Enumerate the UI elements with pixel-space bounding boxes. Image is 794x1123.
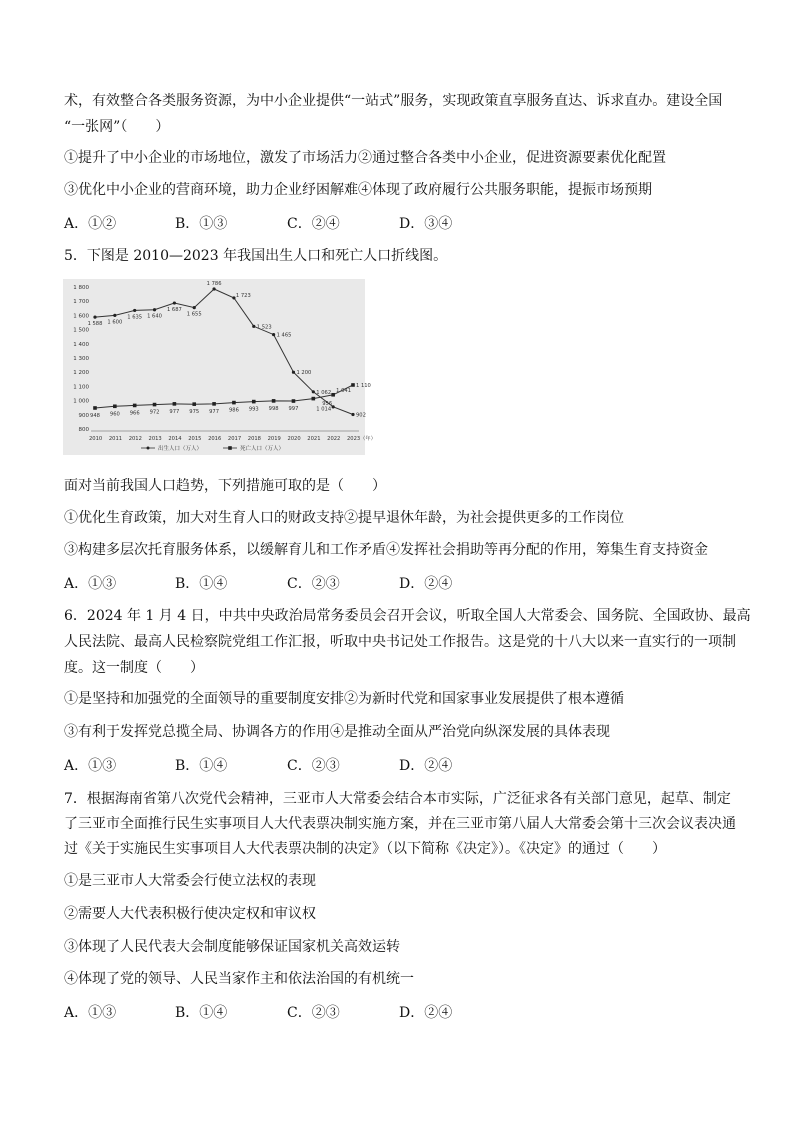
birth-value-label: 902 [356, 412, 366, 419]
death-value-label: 966 [129, 410, 140, 417]
legend-births-marker [147, 447, 150, 450]
q7-item-4: ④体现了党的领导、人民当家作主和依法治国的有机统一 [64, 971, 414, 987]
legend-deaths-label: 死亡人口（万人） [240, 446, 285, 452]
death-point [93, 406, 97, 410]
x-tick-label: 2023（年） [347, 436, 376, 442]
q7-item-1: ①是三亚市人大常委会行使立法权的表现 [64, 873, 316, 889]
death-value-label: 977 [209, 408, 220, 415]
birth-value-label: 1 723 [235, 292, 251, 299]
death-value-label: 975 [189, 409, 200, 416]
q6-stem-line2: 人民法院、最高人民检察院党组工作汇报，听取中央书记处工作报告。这是党的十八大以来一直实行的一项制 [64, 634, 736, 650]
x-tick-label: 2011 [108, 436, 123, 442]
y-tick-label: 900 [78, 412, 89, 419]
q7-stem-line1: 7．根据海南省第八次党代会精神，三亚市人大常委会结合本市实际，广泛征求各有关部门意见，起草、制定 [64, 791, 731, 807]
x-tick-label: 2018 [247, 436, 261, 442]
death-point [212, 402, 216, 406]
q4-stem-line2: “一张网”（ ） [64, 119, 170, 135]
x-tick-label: 2010 [89, 436, 103, 442]
death-value-label: 998 [268, 405, 279, 412]
birth-value-label: 1 523 [256, 324, 272, 331]
q7-option-a[interactable]: A．①③ [64, 1005, 117, 1021]
death-point [133, 404, 137, 408]
death-value-label: 993 [248, 406, 259, 413]
q4-option-c[interactable]: C．②④ [287, 216, 340, 232]
q7-option-d[interactable]: D．②④ [399, 1005, 453, 1021]
q5-stem: 5．下图是 2010—2023 年我国出生人口和死亡人口折线图。 [64, 248, 448, 264]
q5-option-a[interactable]: A．①③ [64, 576, 117, 592]
q6-stem-line1: 6．2024 年 1 月 4 日，中共中央政治局常务委员会召开会议，听取全国人大常委会、国务院、全国政协、最高 [64, 608, 751, 624]
death-point [153, 403, 157, 407]
q7-option-c[interactable]: C．②③ [287, 1005, 340, 1021]
birth-point [272, 333, 275, 336]
birth-point [351, 413, 354, 416]
q6-item-line2: ③有利于发挥党总揽全局、协调各方的作用④是推动全面从严治党向纵深发展的具体表现 [64, 724, 610, 740]
q6-item-line1: ①是坚持和加强党的全面领导的重要制度安排②为新时代党和国家事业发展提供了根本遵循 [64, 691, 624, 707]
y-tick-label: 1 300 [73, 356, 89, 362]
y-tick-label: 1 200 [73, 370, 89, 377]
birth-value-label: 1 588 [87, 321, 103, 328]
x-tick-label: 2019 [267, 436, 281, 442]
birth-point [113, 314, 116, 317]
birth-point [292, 371, 295, 374]
death-point [232, 401, 236, 405]
q6-option-a[interactable]: A．①③ [64, 758, 117, 774]
death-point [113, 404, 117, 408]
birth-value-label: 1 655 [186, 311, 202, 318]
birth-value-label: 1 465 [276, 332, 292, 339]
death-value-label: 960 [109, 411, 120, 418]
q4-option-b[interactable]: B．①③ [175, 216, 228, 232]
death-value-label: 972 [149, 409, 160, 416]
series-line-births [95, 289, 353, 418]
death-point [252, 400, 256, 404]
death-value-label: 1 110 [356, 382, 371, 389]
death-value-label: 997 [288, 406, 299, 413]
death-point [292, 399, 296, 403]
x-tick-label: 2021 [307, 436, 321, 442]
birth-point [133, 309, 136, 312]
birth-point [193, 306, 196, 309]
x-tick-label: 2012 [128, 436, 142, 442]
q4-item-line1: ①提升了中小企业的市场地位，激发了市场活力②通过整合各类中小企业，促进资源要素优化配置 [64, 150, 666, 166]
y-tick-label: 1 400 [73, 341, 89, 348]
y-tick-label: 800 [78, 427, 89, 433]
birth-value-label: 1 786 [206, 280, 222, 287]
q4-stem-line1: 术，有效整合各类服务资源，为中小企业提供“一站式”服务，实现政策直享服务直达、诉求直办。建设全国 [64, 93, 723, 109]
birth-point [173, 301, 176, 304]
x-tick-label: 2020 [287, 436, 301, 442]
death-point [173, 402, 177, 406]
death-value-label: 1 014 [316, 406, 332, 413]
q5-option-d[interactable]: D．②④ [399, 576, 453, 592]
x-tick-label: 2016 [208, 436, 222, 442]
birth-point [153, 308, 156, 311]
birth-value-label: 1 635 [127, 314, 143, 321]
q7-item-3: ③体现了人民代表大会制度能够保证国家机关高效运转 [64, 939, 400, 955]
y-tick-label: 1 800 [73, 285, 89, 291]
q7-stem-line2: 了三亚市全面推行民生实事项目人大代表票决制实施方案，并在三亚市第八届人大常委会第十三次会议表决通 [64, 816, 736, 832]
death-point [312, 397, 316, 401]
q5-option-b[interactable]: B．①④ [175, 576, 228, 592]
q5-question: 面对当前我国人口趋势，下列措施可取的是（ ） [64, 478, 386, 494]
death-point [272, 399, 276, 403]
death-point [351, 383, 355, 387]
q4-item-line2: ③优化中小企业的营商环境，助力企业纾困解难④体现了政府履行公共服务职能，提振市场预期 [64, 182, 652, 198]
birth-point [212, 287, 215, 290]
x-tick-label: 2022 [327, 436, 341, 442]
q6-option-b[interactable]: B．①④ [175, 758, 228, 774]
birth-value-label: 1 600 [107, 319, 123, 326]
q5-option-c[interactable]: C．②③ [287, 576, 340, 592]
birth-value-label: 1 640 [147, 313, 162, 320]
y-tick-label: 1 500 [73, 327, 89, 334]
x-tick-label: 2013 [148, 436, 162, 442]
q5-item-line1: ①优化生育政策，加大对生育人口的财政支持②提早退休年龄，为社会提供更多的工作岗位 [64, 510, 624, 526]
y-tick-label: 1 100 [73, 384, 89, 391]
q6-stem-line3: 度。这一制度（ ） [64, 660, 204, 676]
death-value-label: 977 [169, 408, 180, 415]
legend-births-label: 出生人口（万人） [158, 446, 203, 452]
birth-point [93, 316, 96, 319]
q6-option-d[interactable]: D．②④ [399, 758, 453, 774]
q6-option-c[interactable]: C．②③ [287, 758, 340, 774]
birth-point [312, 390, 315, 393]
q7-item-2: ②需要人大代表积极行使决定权和审议权 [64, 906, 316, 922]
birth-value-label: 956 [322, 400, 333, 407]
q4-option-a[interactable]: A．①② [64, 216, 117, 232]
y-tick-label: 1 600 [73, 313, 89, 320]
x-tick-label: 2017 [227, 436, 242, 442]
death-point [331, 393, 335, 397]
q7-option-b[interactable]: B．①④ [175, 1005, 228, 1021]
y-tick-label: 1 700 [73, 299, 89, 306]
death-value-label: 1 041 [336, 387, 352, 394]
y-tick-label: 1 000 [73, 398, 89, 405]
birth-point [252, 325, 255, 328]
birth-value-label: 1 200 [296, 370, 312, 377]
death-value-label: 986 [228, 407, 239, 414]
death-value-label: 948 [90, 412, 100, 419]
birth-value-label: 1 687 [166, 307, 182, 314]
chart-svg [63, 279, 376, 455]
legend-deaths-marker [228, 446, 232, 450]
x-tick-label: 2015 [188, 436, 202, 442]
population-line-chart [63, 279, 376, 455]
death-point [192, 402, 196, 406]
birth-value-label: 1 062 [316, 389, 332, 396]
q4-option-d[interactable]: D．③④ [399, 216, 453, 232]
x-tick-label: 2014 [168, 436, 182, 442]
q7-stem-line3: 过《关于实施民生实事项目人大代表票决制的决定》（以下简称《决定》）。《决定》的通过（ ） [64, 841, 666, 857]
q5-item-line2: ③构建多层次托育服务体系，以缓解育儿和工作矛盾④发挥社会捐助等再分配的作用，筹集生育支持资金 [64, 542, 708, 558]
